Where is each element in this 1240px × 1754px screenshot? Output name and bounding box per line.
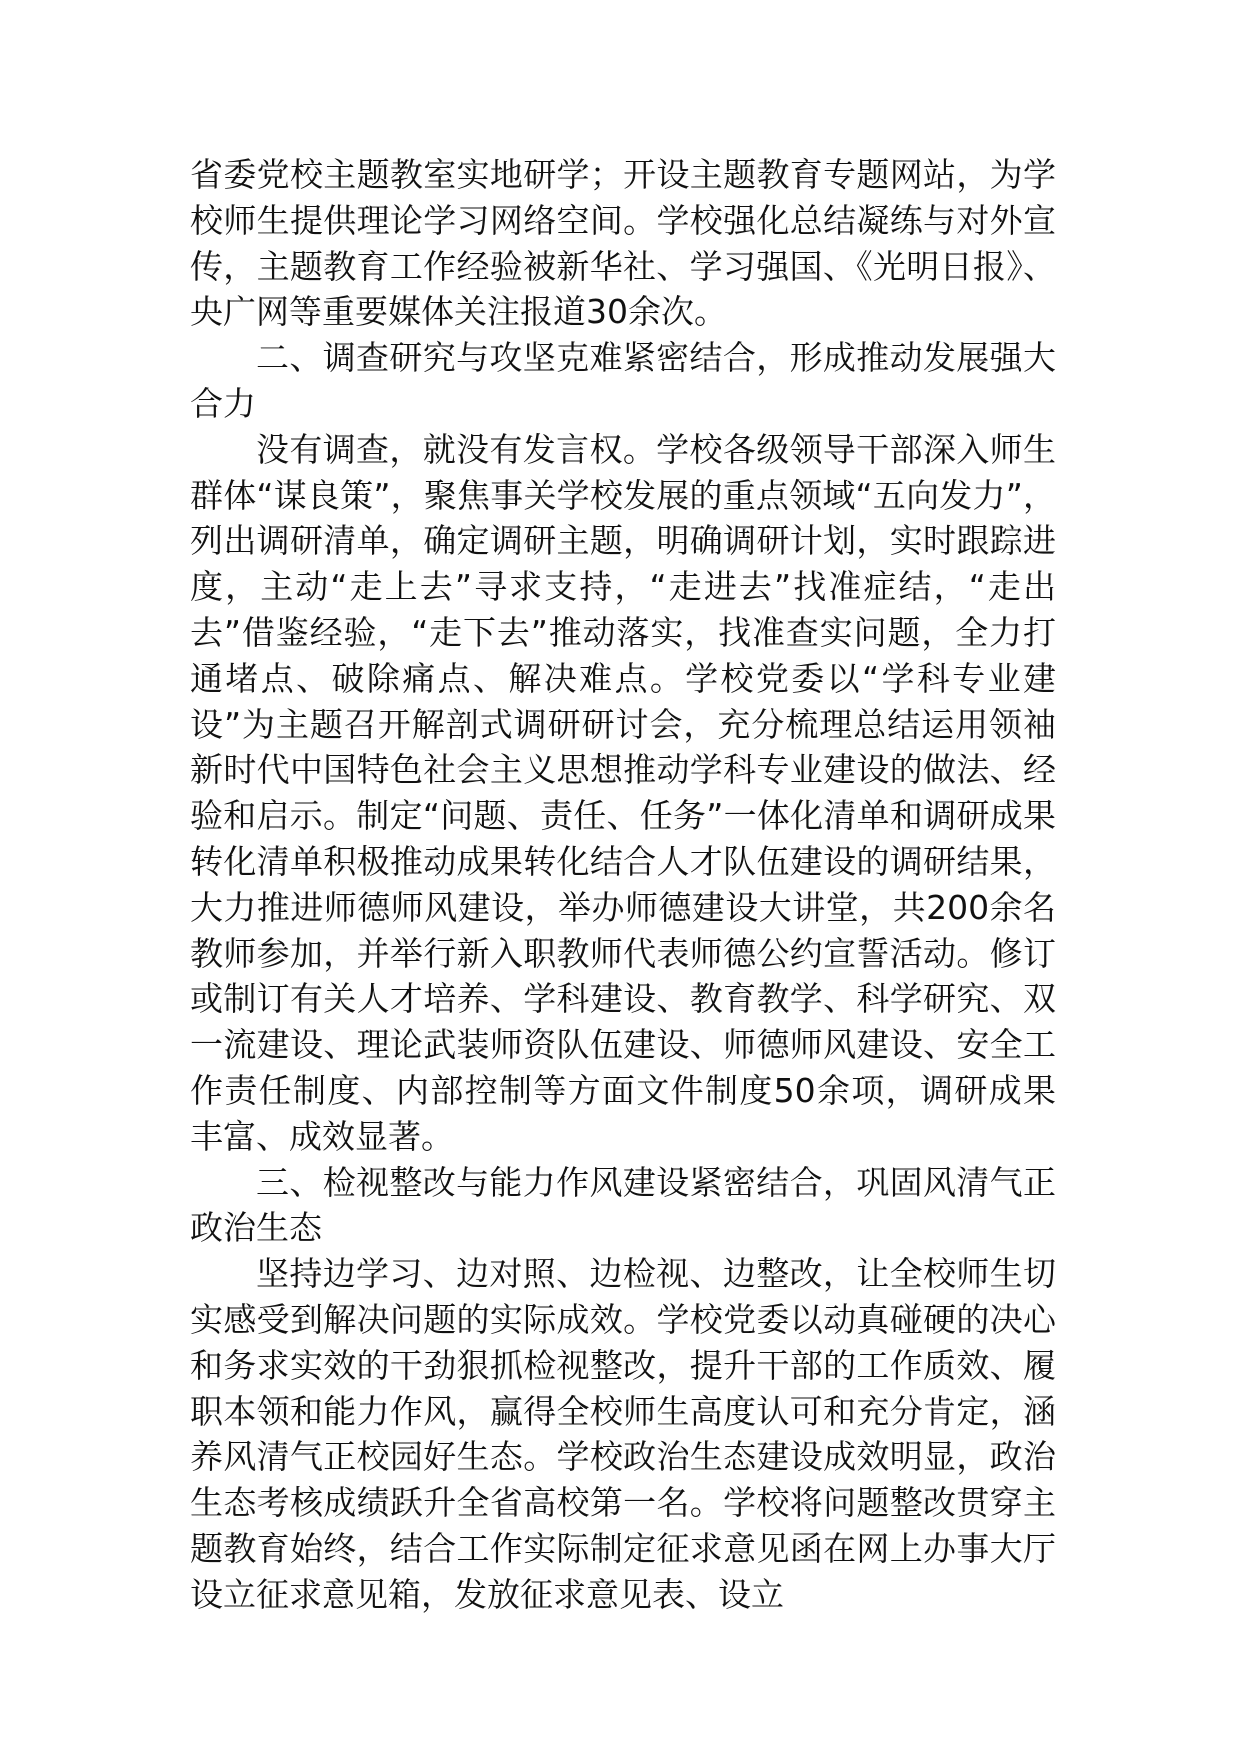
section-heading-2: 二、调查研究与攻坚克难紧密结合，形成推动发展强大合力 [190, 338, 1056, 423]
document-body [190, 152, 1056, 1618]
paragraph-section-3: 坚持边学习、边对照、边检视、边整改，让全校师生切实感受到解决问题的实际成效。学校党委以动真碰硬的决心和务求实效的干劲狠抓检视整改，提升干部的工作质效、履职本领和能力作风，赢得全校师生高度认可和充分肯定，涵养风清气正校园好生态。学校政治生态建设成效明显，政治生态考核成绩跃升全省高校第一名。学校将问题整改贯穿主题教育始终，结合工作实际制定征求意见函在网上办事大厅设立征求意见箱，发放征求意见表、设立 [190, 1254, 1056, 1614]
section-heading-3: 三、检视整改与能力作风建设紧密结合，巩固风清气正政治生态 [190, 1162, 1056, 1248]
paragraph-section-2: 没有调查，就没有发言权。学校各级领导干部深入师生群体“谋良策”，聚焦事关学校发展的重点领域“五向发力”，列出调研清单，确定调研主题，明确调研计划，实时跟踪进度，主动“走上去”寻求支持，“走进去”找准症结，“走出去”借鉴经验，“走下去”推动落实，找准查实问题，全力打通堵点、破除痛点、解决难点。学校党委以“学科专业建设”为主题召开解剖式调研研讨会，充分梳理总结运用领袖新时代中国特色社会主义思想推动学科专业建设的做法、经验和启示。制定“问题、责任、任务”一体化清单和调研成果转化清单积极推动成果转化结合人才队伍建设的调研结果，大力推进师德师风建设，举办师德建设大讲堂，共200余名教师参加，并举行新入职教师代表师德公约宣誓活动。修订或制订有关人才培养、学科建设、教育教学、科学研究、双一流建设、理论武装师资队伍建设、师德师风建设、安全工作责任制度、内部控制等方面文件制度50余项，调研成果丰富、成效显著。 [190, 429, 1056, 1156]
paragraph-continued: 省委党校主题教室实地研学；开设主题教育专题网站，为学校师生提供理论学习网络空间。学校强化总结凝练与对外宣传，主题教育工作经验被新华社、学习强国、《光明日报》、央广网等重要媒体关注报道30余次。 [190, 155, 1056, 332]
